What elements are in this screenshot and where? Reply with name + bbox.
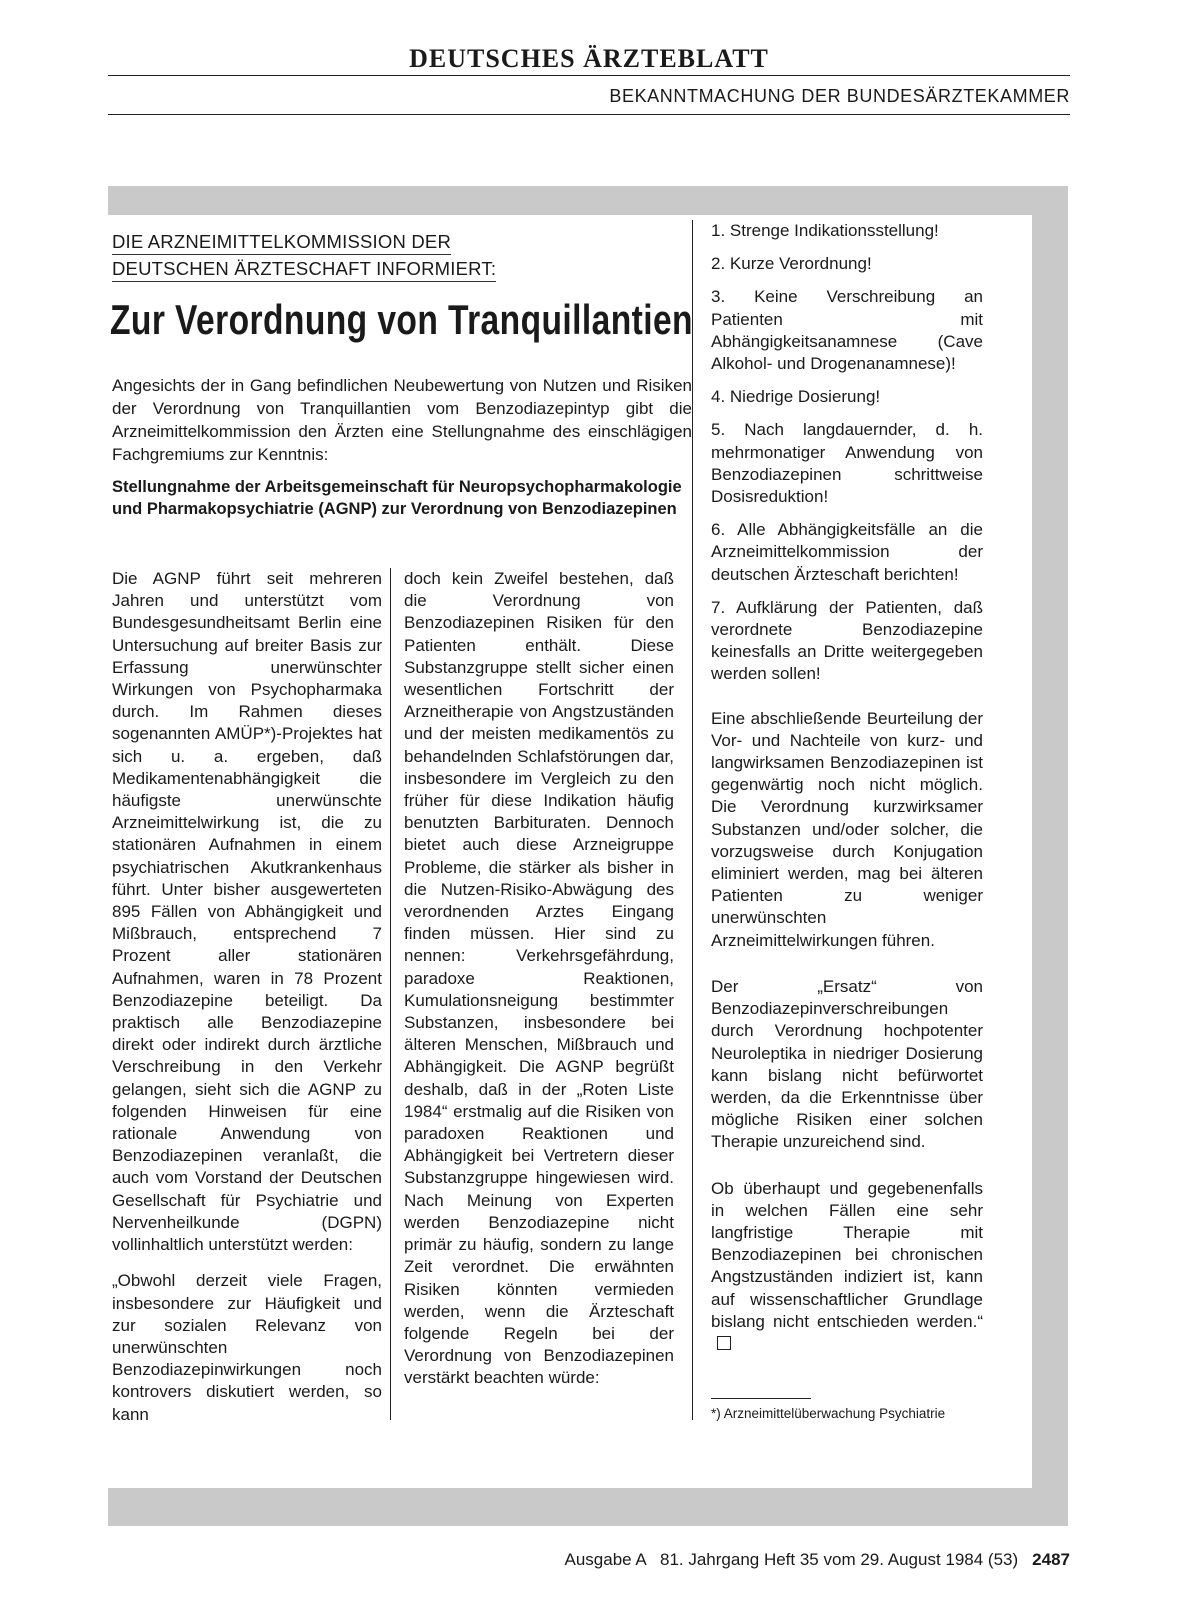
rule-item: 5. Nach langdauernder, d. h. mehrmonatiger Anwendung von Benzodiazepinen schrittweise Dosisreduktion! — [711, 420, 983, 507]
column-2-paragraph: doch kein Zweifel bestehen, daß die Verordnung von Benzodiazepinen Risiken für den Patienten enthält. Diese Substanzgruppe stellt sicher einen wesentlichen Fortschritt der Arzneitherapie von Angstzuständen und der meisten medikamentös zu behandelnden Schlafstörungen dar, insbesondere im Vergleich zu den früher für diese Indikation häufig benutzten Barbituraten. Dennoch bietet auch diese Arzneigruppe Probleme, die stärker als bisher in die Nutzen-Risiko-Abwägung des verordnenden Arztes Eingang finden müssen. Hier sind zu nennen: Verkehrsgefährdung, paradoxe Reaktionen, Kumulationsneigung bestimmter Substanzen, insbesondere bei älteren Menschen, Mißbrauch und Abhängigkeit. Die AGNP begrüßt deshalb, daß in der „Roten Liste 1984“ erstmalig auf die Risiken von paradoxen Reaktionen und Abhängigkeit bei Vertretern dieser Substanzgruppe hingewiesen wird. Nach Meinung von Experten werden Benzodiazepine nicht primär zu häufig, sondern zu lange Zeit verordnet. Die erwähnten Risiken könnten vermieden werden, wenn die Ärzteschaft folgende Regeln bei der Verordnung von Benzodiazepinen verstärkt beachten würde: — [404, 569, 674, 1388]
issue-info: Ausgabe A 81. Jahrgang Heft 35 vom 29. August 1984 (53) — [564, 1550, 1019, 1569]
column-3-paragraph-last — [711, 1178, 983, 1356]
masthead-rule — [108, 75, 1070, 76]
column-2 — [404, 568, 674, 1404]
section-rule — [108, 114, 1070, 115]
rule-item: 2. Kurze Verordnung! — [711, 254, 872, 274]
kicker-line-1: DIE ARZNEIMITTELKOMMISSION DER — [112, 230, 451, 255]
rule-item: 4. Niedrige Dosierung! — [711, 387, 881, 407]
page-number: 2487 — [1032, 1550, 1070, 1569]
rule-item: 6. Alle Abhängigkeitsfälle an die Arzneimittelkommission der deutschen Ärzteschaft berichten! — [711, 520, 983, 584]
end-of-article-icon — [717, 1336, 731, 1350]
rule-item: 1. Strenge Indikationsstellung! — [711, 221, 939, 240]
column-3-paragraph: Der „Ersatz“ von Benzodiazepinverschreibungen durch Verordnung hochpotenter Neuroleptika in niedriger Dosierung kann bislang nicht befürwortet werden, da die Erkenntnisse über mögliche Risiken einer solchen Therapie unzureichend sind. — [711, 976, 983, 1152]
column-1 — [112, 568, 382, 1440]
footnote: *) Arzneimittelüberwachung Psychiatrie — [711, 1406, 946, 1421]
column-3 — [711, 220, 983, 1369]
statement-heading: Stellungnahme der Arbeitsgemeinschaft für Neuropsychopharmakologie und Pharmakopsychiatrie (AGNP) zur Verordnung von Benzodiazepinen — [112, 478, 682, 518]
column-divider-2 — [692, 220, 693, 1420]
intro-paragraph: Angesichts der in Gang befindlichen Neubewertung von Nutzen und Risiken der Verordnung von Tranquillantien vom Benzodiazepintyp gibt die Arzneimittelkommission den Ärzten eine Stellungnahme des einschlägigen Fachgremiums zur Kenntnis: — [112, 376, 692, 464]
column-1-paragraph: „Obwohl derzeit viele Fragen, insbesondere zur Häufigkeit und zur sozialen Relevanz von unerwünschten Benzodiazepinwirkungen noch kontrovers diskutiert werden, so kann — [112, 1271, 382, 1424]
masthead: DEUTSCHES ÄRZTEBLATT — [409, 44, 769, 73]
headline: Zur Verordnung von Tranquillantien — [110, 296, 693, 343]
rule-item: 7. Aufklärung der Patienten, daß verordnete Benzodiazepine keinesfalls an Dritte weitergegeben werden sollen! — [711, 597, 983, 684]
section-label: BEKANNTMACHUNG DER BUNDESÄRZTEKAMMER — [609, 86, 1070, 106]
page-footer — [565, 1550, 1070, 1570]
rule-item: 3. Keine Verschreibung an Patienten mit Abhängigkeitsanamnese (Cave Alkohol- und Drogenanamnese)! — [711, 287, 983, 374]
kicker — [112, 230, 496, 284]
footnote-rule — [711, 1398, 811, 1399]
column-3-paragraph: Eine abschließende Beurteilung der Vor- und Nachteile von kurz- und langwirksamen Benzodiazepinen ist gegenwärtig noch nicht möglich. Die Verordnung kurzwirksamer Substanzen und/oder solcher, die vorzugsweise durch Konjugation eliminiert werden, mag bei älteren Patienten zu weniger unerwünschten Arzneimittelwirkungen führen. — [711, 708, 983, 950]
column-1-paragraph: Die AGNP führt seit mehreren Jahren und unterstützt vom Bundesgesundheitsamt Berlin eine Untersuchung auf breiter Basis zur Erfassung unerwünschter Wirkungen von Psychopharmaka durch. Im Rahmen dieses sogenannten AMÜP*)-Projektes hat sich u. a. ergeben, daß Medikamentenabhängigkeit die häufigste unerwünschte Arzneimittelwirkung ist, die zu stationären Aufnahmen in einem psychiatrischen Akutkrankenhaus führt. Unter bisher ausgewerteten 895 Fällen von Abhängigkeit und Mißbrauch, entsprechend 7 Prozent aller stationären Aufnahmen, waren in 78 Prozent Benzodiazepine beteiligt. Da praktisch alle Benzodiazepine direkt oder indirekt durch ärztliche Verschreibung in den Verkehr gelangen, sieht sich die AGNP zu folgenden Hinweisen für eine rationale Anwendung von Benzodiazepinen veranlaßt, die auch vom Vorstand der Deutschen Gesellschaft für Psychiatrie und Nervenheilkunde (DGPN) vollinhaltlich unterstützt werden: — [112, 569, 382, 1255]
column-divider-1 — [390, 568, 391, 1420]
kicker-line-2: DEUTSCHEN ÄRZTESCHAFT INFORMIERT: — [112, 257, 496, 282]
column-3-paragraph: Ob überhaupt und gegebenenfalls in welchen Fällen eine sehr langfristige Therapie mit Benzodiazepinen bei chronischen Angstzuständen indiziert ist, kann auf wissenschaftlicher Grundlage bislang nicht entschieden werden.“ — [711, 1178, 983, 1331]
